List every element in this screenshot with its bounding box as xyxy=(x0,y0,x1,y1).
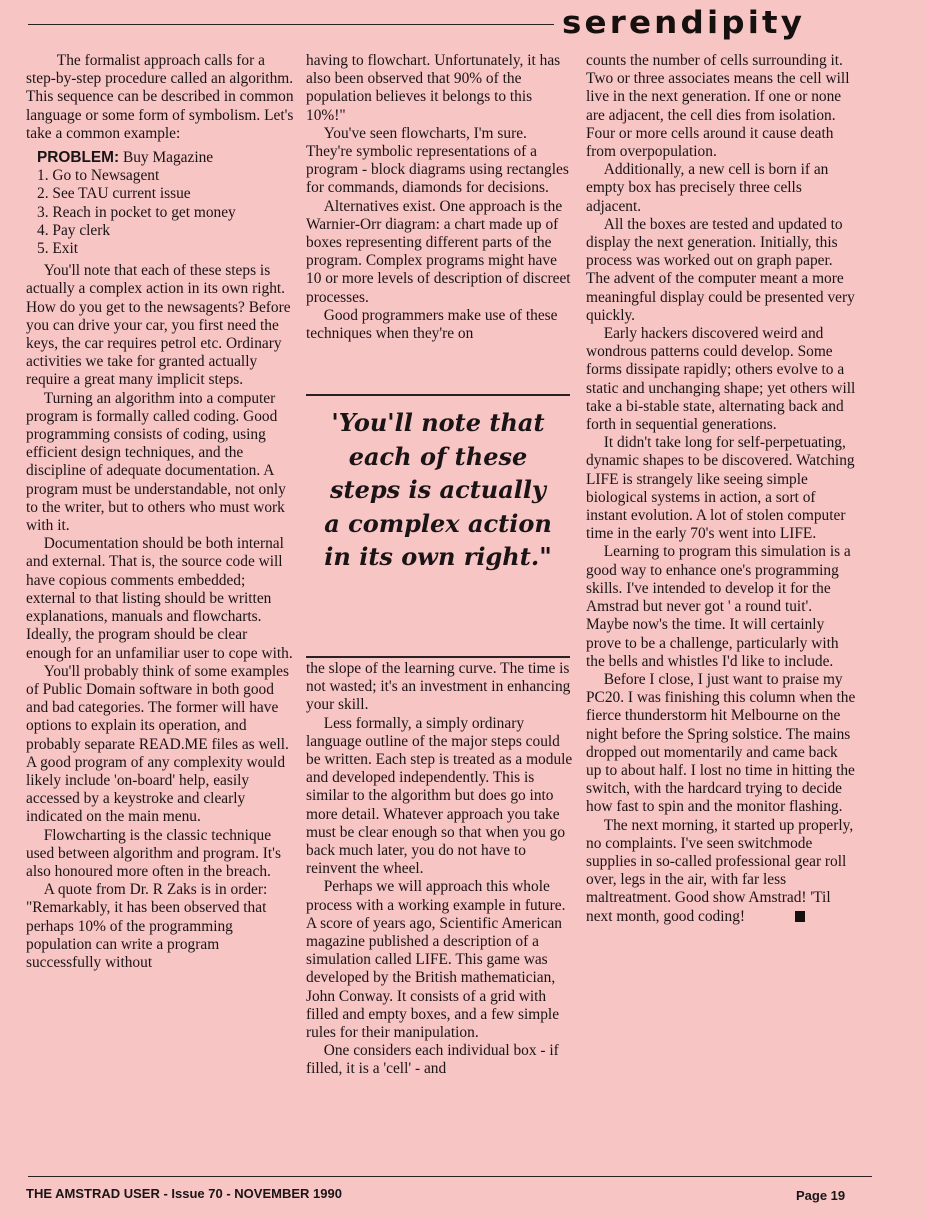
body-paragraph: the slope of the learning curve. The time is not wasted; it's an investment in enhancing your skill. xyxy=(306,660,571,714)
body-paragraph: Before I close, I just want to praise my PC20. I was finishing this column when the fierce thunderstorm hit Melbourne on the night before the Spring solstice. The mains dropped out momentarily and came back up to about half. I lost no time in hitting the switch, with the hardcard trying to decide how fast to spin and the monitor flashing. xyxy=(586,670,856,816)
body-paragraph: Additionally, a new cell is born if an empty box has precisely three cells adjacent. xyxy=(586,161,829,215)
step-item: 2. See TAU current issue xyxy=(37,185,191,203)
body-paragraph: counts the number of cells surrounding it. Two or three associates means the cell will live in the next generation. If one or none are adjacent, the cell dies from isolation. Four or more cells around it cause death from overpopulation. xyxy=(586,52,850,161)
body-paragraph: You've seen flowcharts, I'm sure. They're symbolic representations of a program - block diagrams using rectangles for commands, diamonds for decisions. xyxy=(306,124,569,197)
column-3 xyxy=(586,52,856,926)
body-paragraph: Documentation should be both internal and external. That is, the source code will have copious comments embedded; external to that listing should be written explanations, manuals and flowcharts. Ideally, the program should be clear enough for an unfamiliar user to cope with. xyxy=(26,535,293,662)
body-paragraph: Learning to program this simulation is a good way to enhance one's programming skills. I've intended to develop it for the Amstrad but never got ' a round tuit'. Maybe now's the time. It will certainly prove to be a challenge, particularly with the bells and whistles I'd like to include. xyxy=(586,543,851,670)
body-paragraph: You'll note that each of these steps is actually a complex action in its own right. How do you get to the newsagents? Before you can drive your car, you first need the keys, the car requires petrol etc. Ordinary activities we take for granted actually require a great many implicit steps. xyxy=(26,262,291,389)
body-paragraph: Good programmers make use of these techniques when they're on xyxy=(306,306,558,343)
problem-block xyxy=(37,149,296,258)
column-1 xyxy=(26,52,296,972)
header-rule xyxy=(28,24,554,25)
step-item: 3. Reach in pocket to get money xyxy=(37,203,236,221)
footer-rule xyxy=(28,1176,872,1177)
end-mark-icon xyxy=(795,911,805,922)
step-item: 5. Exit xyxy=(37,240,79,258)
problem-label: PROBLEM: xyxy=(37,149,120,167)
step-item: 1. Go to Newsagent xyxy=(37,167,160,185)
pull-quote xyxy=(306,394,570,658)
section-title: serendipity xyxy=(562,5,806,41)
body-paragraph: It didn't take long for self-perpetuating, dynamic shapes to be discovered. Watching LIFE is strangely like seeing simple biological systems in action, a sort of instant evolution. A lot of stolen computer time in the early 70's went into LIFE. xyxy=(586,434,855,543)
body-paragraph: having to flowchart. Unfortunately, it has also been observed that 90% of the population believes it belongs to this 10%!" xyxy=(306,52,561,124)
body-paragraph: A quote from Dr. R Zaks is in order: "Remarkably, it has been observed that perhaps 10% of the programming population can write a program successfully without xyxy=(26,881,268,971)
body-paragraph: Perhaps we will approach this whole process with a working example in future. A score of years ago, Scientific American magazine published a description of a simulation called LIFE. This game was developed by the British mathematician, John Conway. It consists of a grid with filled and empty boxes, and a few simple rules for their manipulation. xyxy=(306,878,566,1042)
footer-publication: THE AMSTRAD USER - Issue 70 - NOVEMBER 1990 xyxy=(26,1186,342,1201)
body-paragraph: Alternatives exist. One approach is the Warnier-Orr diagram: a chart made up of boxes representing different parts of the program. Complex programs might have 10 or more levels of description of discreet processes. xyxy=(306,197,571,306)
body-paragraph: All the boxes are tested and updated to display the next generation. Initially, this process was worked out on graph paper. The advent of the computer meant a more meaningful display could be presented very quickly. xyxy=(586,215,855,324)
closing-paragraph xyxy=(586,817,856,926)
column-2 xyxy=(306,52,574,343)
page-number: Page 19 xyxy=(796,1188,846,1203)
body-paragraph: Flowcharting is the classic technique used between algorithm and program. It's also honoured more often in the breach. xyxy=(26,826,281,880)
step-list xyxy=(37,167,296,258)
body-paragraph: You'll probably think of some examples of Public Domain software in both good and bad categories. The former will have options to explain its operation, and probably separate READ.ME files as well. A good program of any complexity would likely include 'on-board' help, easily accessed by a keystroke and clearly indicated on the main menu. xyxy=(26,662,290,826)
problem-text: Buy Magazine xyxy=(119,149,214,167)
problem-heading xyxy=(37,149,296,167)
body-paragraph: Less formally, a simply ordinary language outline of the major steps could be written. Each step is treated as a module and developed independently. This is similar to the algorithm but does go into more detail. Whatever approach you take must be clear enough so that when you go back much later, you do not have to reinvent the wheel. xyxy=(306,714,573,878)
body-paragraph: Early hackers discovered weird and wondrous patterns could develop. Some forms dissipate rapidly; others evolve to a static and unchanging shape; yet others will take a bi-stable state, alternating back and forth in sequential generations. xyxy=(586,325,856,434)
pull-quote-text: 'You'll note that each of these steps is actually a complex action in its own right." xyxy=(324,408,552,571)
body-paragraph: Turning an algorithm into a computer program is formally called coding. Good programming consists of coding, using efficient design techniques, and the discipline of adequate documentation. A program must be understandable, not only to the writer, but to others who must work with it. xyxy=(26,389,286,535)
intro-paragraph: The formalist approach calls for a step-by-step procedure called an algorithm. This sequence can be described in common language or some form of symbolism. Let's take a common example: xyxy=(26,52,294,142)
body-paragraph: One considers each individual box - if filled, it is a 'cell' - and xyxy=(306,1042,559,1078)
column-2-continued xyxy=(306,660,574,1079)
step-item: 4. Pay clerk xyxy=(37,221,111,239)
closing-text: The next morning, it started up properly, no complaints. I've seen switchmode supplies in so-called professional gear roll over, legs in the air, with far less maltreatment. Good show Amstrad! 'Til next month, good coding! xyxy=(586,816,854,925)
